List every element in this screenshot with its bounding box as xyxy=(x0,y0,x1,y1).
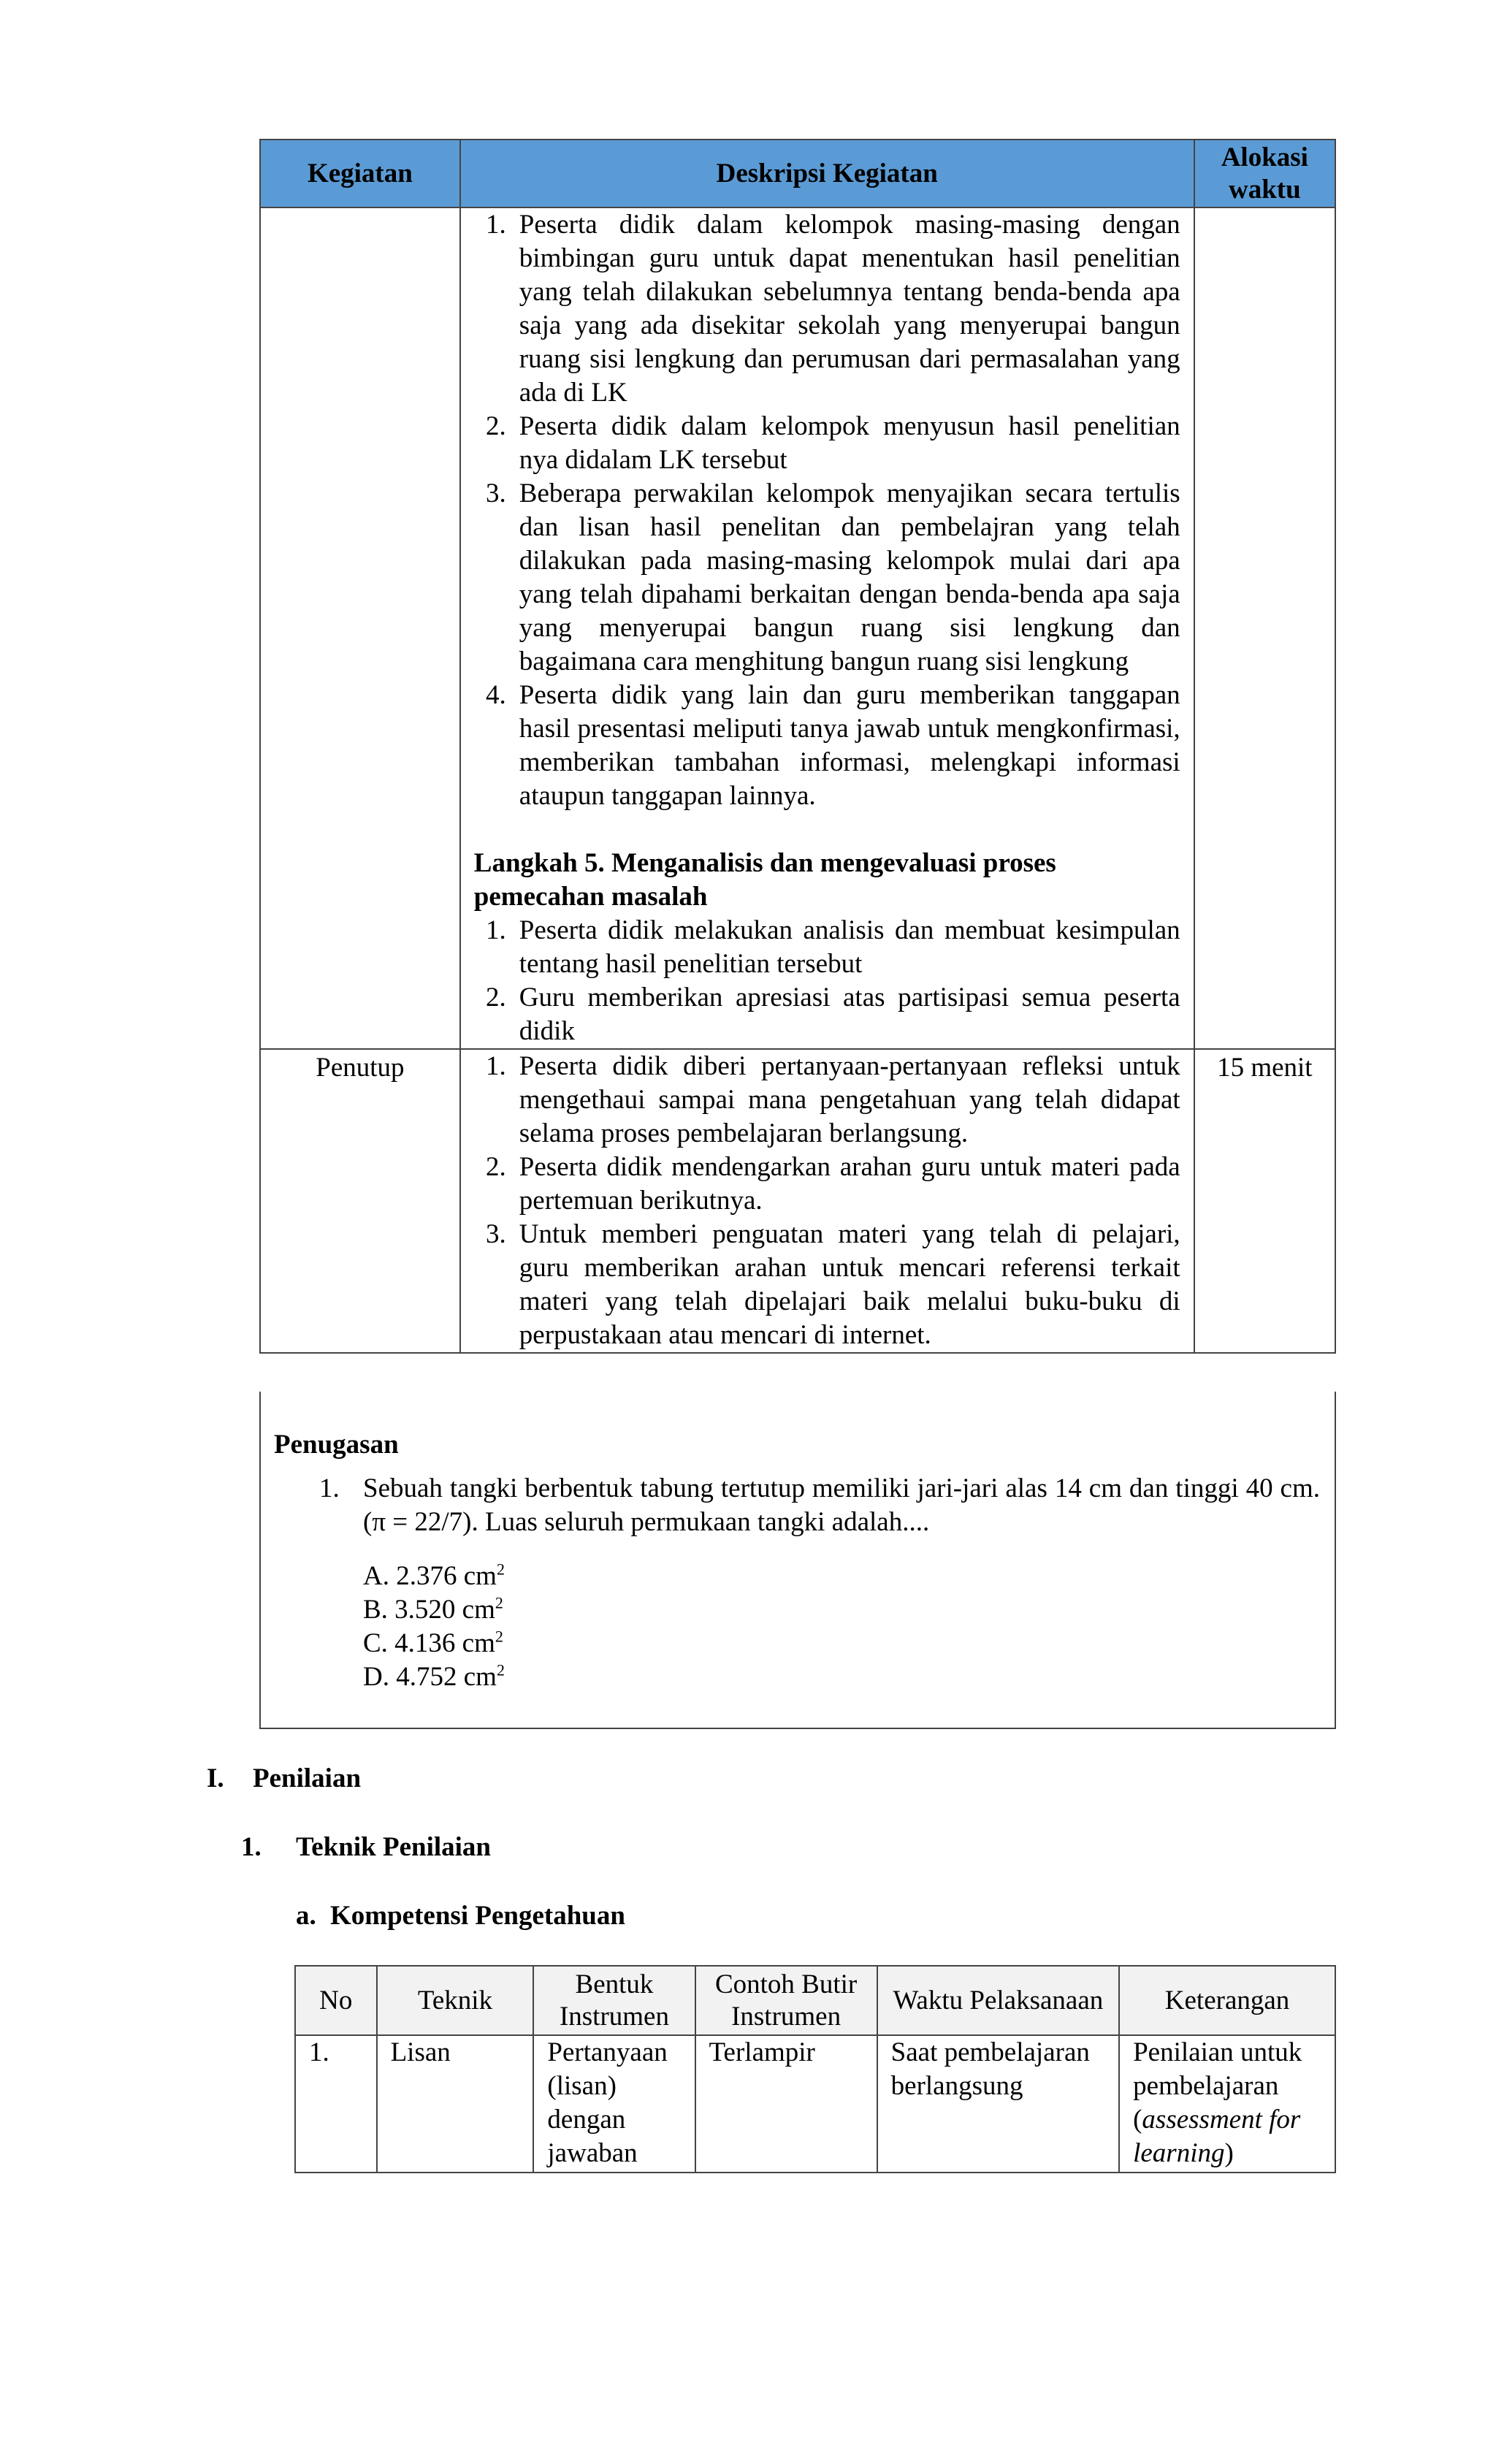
section-1-title: Teknik Penilaian xyxy=(296,1832,491,1862)
list-item-number: 2. xyxy=(486,983,506,1012)
activity-row-penutup xyxy=(260,1049,1335,1353)
header-alokasi-line1: Alokasi xyxy=(1221,142,1308,172)
table-row xyxy=(295,2035,1335,2173)
inti-list xyxy=(461,208,1194,813)
header-alokasi-line2: waktu xyxy=(1228,174,1301,205)
assessment-table xyxy=(294,1965,1336,2173)
kegiatan-cell-empty xyxy=(260,207,460,1049)
deskripsi-cell-inti xyxy=(460,207,1194,1049)
section-a-number: a. xyxy=(296,1901,316,1931)
list-item-text: Beberapa perwakilan kelompok menyajikan secara tertulis dan lisan hasil penelitan dan pembelajran yang telah dilakukan pada masing-masing kelompok mulai dari apa yang telah dipahami berkaitan dengan benda-benda apa saja yang menyerupai bangun ruang sisi lengkung dan bagaimana cara menghitung bangun ruang sisi lengkung xyxy=(519,478,1180,676)
option-b: B. 3.520 $cm^2$ xyxy=(363,1593,503,1625)
cell-contoh: Terlampir xyxy=(695,2035,877,2173)
assessment-header xyxy=(295,1966,1335,2035)
penugasan-box xyxy=(259,1392,1336,1729)
list-item xyxy=(461,477,1180,679)
penugasan-question xyxy=(319,1472,1320,1539)
penutup-time: 15 menit xyxy=(1194,1049,1335,1353)
col-keterangan: Keterangan xyxy=(1119,1966,1335,2035)
list-item-text: Peserta didik dalam kelompok menyusun hasil penelitian nya didalam LK tersebut xyxy=(519,411,1180,475)
list-item-text: Peserta didik mendengarkan arahan guru untuk materi pada pertemuan berikutnya. xyxy=(519,1152,1180,1216)
list-item xyxy=(461,1151,1180,1218)
penutup-label: Penutup xyxy=(260,1049,460,1353)
section-i-number: I. xyxy=(207,1763,224,1793)
header-alokasi xyxy=(1194,140,1335,207)
cell-keterangan: Penilaian untuk pembelajaran (assessment for learning) xyxy=(1119,2035,1335,2173)
col-contoh: Contoh Butir Instrumen xyxy=(695,1966,877,2035)
list-item-number: 1. xyxy=(486,210,506,240)
question-number: 1. xyxy=(319,1473,340,1503)
answer-options xyxy=(363,1560,505,1694)
activity-row-inti xyxy=(260,207,1335,1049)
list-item xyxy=(461,410,1180,477)
cell-teknik: Lisan xyxy=(377,2035,534,2173)
option-c: C. 4.136 $cm^2$ xyxy=(363,1627,503,1658)
section-i-title: Penilaian xyxy=(253,1763,362,1793)
penutup-list xyxy=(461,1050,1194,1352)
list-item xyxy=(461,1218,1180,1352)
list-item xyxy=(461,1050,1180,1151)
option-d: D. 4.752 $cm^2$ xyxy=(363,1660,505,1692)
list-item-text: Peserta didik melakukan analisis dan membuat kesimpulan tentang hasil penelitian tersebut xyxy=(519,915,1180,979)
list-item-text: Guru memberikan apresiasi atas partisipasi semua peserta didik xyxy=(519,983,1180,1046)
list-item-text: Peserta didik yang lain dan guru memberikan tanggapan hasil presentasi meliputi tanya jawab untuk mengkonfirmasi, memberikan tambahan informasi, melengkapi informasi ataupun tanggapan lainnya. xyxy=(519,680,1180,811)
list-item-number: 2. xyxy=(486,411,506,441)
header-deskripsi: Deskripsi Kegiatan xyxy=(460,140,1194,207)
col-no: No xyxy=(295,1966,377,2035)
step5-list xyxy=(461,914,1194,1048)
list-item-number: 2. xyxy=(486,1152,506,1182)
col-waktu: Waktu Pelaksanaan xyxy=(877,1966,1119,2035)
list-item xyxy=(461,981,1180,1048)
penugasan-title: Penugasan xyxy=(274,1430,399,1460)
list-item-number: 3. xyxy=(486,1219,506,1249)
header-kegiatan: Kegiatan xyxy=(260,140,460,207)
cell-no: 1. xyxy=(295,2035,377,2173)
list-item-text: Peserta didik dalam kelompok masing-masing dengan bimbingan guru untuk dapat menentukan hasil penelitian yang telah dilakukan sebelumnya tentang benda-benda apa saja yang ada disekitar sekolah yang menyerupai bangun ruang sisi lengkung dan perumusan dari permasalahan yang ada di LK xyxy=(519,210,1180,408)
activity-table-header xyxy=(260,140,1335,207)
cell-bentuk: Pertanyaan (lisan) dengan jawaban xyxy=(533,2035,695,2173)
activity-table xyxy=(259,139,1336,1354)
list-item-text: Untuk memberi penguatan materi yang telah di pelajari, guru memberikan arahan untuk mencari referensi terkait materi yang telah dipelajari baik melalui buku-buku di perpustakaan atau mencari di internet. xyxy=(519,1219,1180,1350)
list-item xyxy=(461,208,1180,410)
list-item xyxy=(461,914,1180,981)
col-teknik: Teknik xyxy=(377,1966,534,2035)
section-1-number: 1. xyxy=(241,1832,262,1862)
list-item-number: 3. xyxy=(486,478,506,508)
list-item-number: 1. xyxy=(486,915,506,945)
cell-waktu: Saat pembelajaran berlangsung xyxy=(877,2035,1119,2173)
option-a: A. 2.376 $cm^2$ xyxy=(363,1560,505,1591)
question-text: Sebuah tangki berbentuk tabung tertutup memiliki jari-jari alas 14 cm dan tinggi 40 cm. (π = 22/7). Luas seluruh permukaan tangki adalah.... xyxy=(363,1473,1320,1537)
section-a-title: Kompetensi Pengetahuan xyxy=(330,1901,625,1931)
col-bentuk: Bentuk Instrumen xyxy=(533,1966,695,2035)
list-item-number: 4. xyxy=(486,680,506,710)
step5-title: Langkah 5. Menganalisis dan mengevaluasi proses pemecahan masalah xyxy=(473,848,1056,912)
list-item-number: 1. xyxy=(486,1051,506,1081)
list-item-text: Peserta didik diberi pertanyaan-pertanyaan refleksi untuk mengethaui sampai mana pengetahuan yang telah didapat selama proses pembelajaran berlangsung. xyxy=(519,1051,1180,1148)
deskripsi-cell-penutup xyxy=(460,1049,1194,1353)
alokasi-cell-empty xyxy=(1194,207,1335,1049)
list-item xyxy=(461,679,1180,813)
